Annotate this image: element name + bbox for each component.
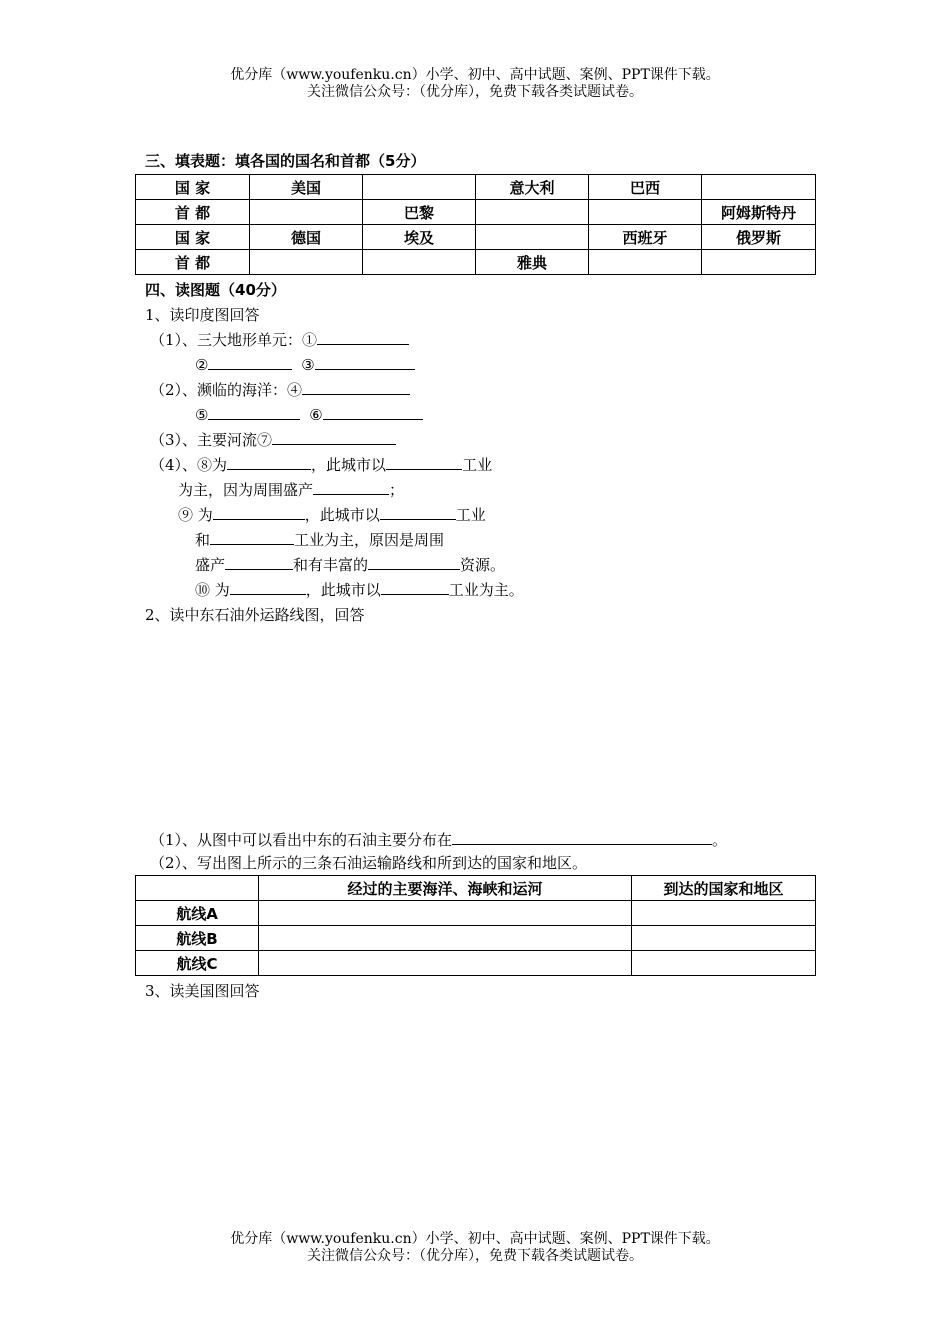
- answer-blank[interactable]: [323, 405, 423, 420]
- table-cell: 意大利: [476, 175, 589, 200]
- table-cell[interactable]: [589, 250, 702, 275]
- q1-line: [195, 580, 524, 600]
- q1-title: 1、读印度图回答: [145, 306, 260, 324]
- q1-line: [195, 555, 505, 575]
- table-cell: 国 家: [136, 175, 250, 200]
- table-cell: 巴黎: [363, 200, 476, 225]
- q1-line: [195, 355, 415, 375]
- table-cell[interactable]: [250, 200, 363, 225]
- answer-blank[interactable]: [315, 355, 415, 370]
- table-cell: 巴西: [589, 175, 702, 200]
- question-text: ⑥: [309, 406, 323, 424]
- footer-line-2: 关注微信公众号：（优分库），免费下载各类试题试卷。: [307, 1248, 643, 1264]
- table-row: [136, 951, 816, 976]
- table-row: [136, 901, 816, 926]
- route-label: 航线B: [136, 926, 259, 951]
- table-cell: 俄罗斯: [702, 225, 816, 250]
- answer-blank[interactable]: [213, 505, 305, 520]
- question-text: 工业为主，原因是周围: [294, 531, 445, 549]
- q1-line: [150, 380, 410, 400]
- section4-title: 四、读图题（40分）: [145, 281, 286, 299]
- q3-title: 3、读美国图回答: [145, 982, 260, 1000]
- table-header: 经过的主要海洋、海峡和运河: [259, 876, 632, 901]
- question-text: ⑨ 为: [178, 506, 213, 524]
- page-header: [0, 67, 950, 101]
- q2-title: 2、读中东石油外运路线图，回答: [145, 606, 365, 624]
- question-text: （4）、⑧为: [150, 456, 228, 474]
- q1-line: [150, 430, 396, 450]
- answer-cell[interactable]: [259, 901, 632, 926]
- question-text: 工业: [462, 456, 493, 474]
- table-cell[interactable]: [702, 250, 816, 275]
- question-text: （1）、从图中可以看出中东的石油主要分布在: [150, 831, 453, 849]
- answer-blank[interactable]: [210, 530, 294, 545]
- answer-blank[interactable]: [272, 430, 396, 445]
- oil-route-table: [135, 875, 816, 976]
- table-cell: 美国: [250, 175, 363, 200]
- q1-line: [150, 330, 409, 350]
- table-row: [136, 250, 816, 275]
- answer-blank[interactable]: [227, 455, 311, 470]
- table-cell: 国 家: [136, 225, 250, 250]
- table-cell[interactable]: [363, 250, 476, 275]
- question-text: ⑩ 为: [195, 581, 230, 599]
- question-text: ③: [301, 356, 315, 374]
- answer-blank[interactable]: [313, 480, 389, 495]
- table-row: [136, 225, 816, 250]
- table-cell: 埃及: [363, 225, 476, 250]
- page-footer: [0, 1231, 950, 1265]
- question-text: ，此城市以: [311, 456, 387, 474]
- header-line-1: 优分库（www.youfenku.cn）小学、初中、高中试题、案例、PPT课件下载。: [230, 67, 720, 83]
- footer-line-1: 优分库（www.youfenku.cn）小学、初中、高中试题、案例、PPT课件下载。: [230, 1231, 720, 1247]
- table-row: [136, 175, 816, 200]
- question-text: 工业: [455, 506, 486, 524]
- table-row: [136, 926, 816, 951]
- header-line-2: 关注微信公众号：（优分库），免费下载各类试题试卷。: [307, 84, 643, 100]
- route-label: 航线C: [136, 951, 259, 976]
- q1-line: [195, 405, 423, 425]
- answer-blank[interactable]: [225, 555, 293, 570]
- answer-blank[interactable]: [208, 355, 292, 370]
- q1-line: [178, 505, 486, 525]
- question-text: ②: [195, 356, 209, 374]
- table-cell[interactable]: [702, 175, 816, 200]
- table-cell[interactable]: [476, 225, 589, 250]
- answer-cell[interactable]: [259, 951, 632, 976]
- section3-title: 三、填表题：填各国的国名和首都（5分）: [145, 152, 426, 170]
- table-cell: 首 都: [136, 200, 250, 225]
- answer-blank[interactable]: [302, 380, 410, 395]
- answer-cell[interactable]: [632, 926, 816, 951]
- question-text: 为主，因为周围盛产: [178, 481, 314, 499]
- table-cell: 雅典: [476, 250, 589, 275]
- answer-blank[interactable]: [381, 580, 449, 595]
- table-cell: 首 都: [136, 250, 250, 275]
- question-text: 工业为主。: [448, 581, 524, 599]
- table-row: [136, 200, 816, 225]
- table-header: [136, 876, 259, 901]
- question-text: 和: [195, 531, 211, 549]
- table-cell: 西班牙: [589, 225, 702, 250]
- answer-blank[interactable]: [452, 830, 712, 845]
- question-text: （2）、濒临的海洋：④: [150, 381, 303, 399]
- answer-cell[interactable]: [632, 951, 816, 976]
- answer-blank[interactable]: [368, 555, 460, 570]
- question-text: 。: [712, 831, 728, 849]
- table-cell: 阿姆斯特丹: [702, 200, 816, 225]
- route-label: 航线A: [136, 901, 259, 926]
- question-text: ；: [389, 481, 405, 499]
- answer-blank[interactable]: [317, 330, 409, 345]
- question-text: 盛产: [195, 556, 226, 574]
- question-text: （1）、三大地形单元：①: [150, 331, 318, 349]
- table-cell: 德国: [250, 225, 363, 250]
- question-text: ，此城市以: [304, 506, 380, 524]
- table-cell[interactable]: [363, 175, 476, 200]
- table-cell[interactable]: [589, 200, 702, 225]
- table-cell[interactable]: [476, 200, 589, 225]
- question-text: （3）、主要河流⑦: [150, 431, 273, 449]
- question-text: ⑤: [195, 406, 209, 424]
- table-header-row: [136, 876, 816, 901]
- q1-line: [195, 530, 444, 550]
- question-text: ，此城市以: [305, 581, 381, 599]
- table-header: 到达的国家和地区: [632, 876, 816, 901]
- answer-blank[interactable]: [230, 580, 306, 595]
- table-cell[interactable]: [250, 250, 363, 275]
- answer-cell[interactable]: [632, 901, 816, 926]
- answer-blank[interactable]: [208, 405, 300, 420]
- q2-line: （2）、写出图上所示的三条石油运输路线和所到达的国家和地区。: [150, 854, 588, 872]
- q1-line: [150, 455, 492, 475]
- question-text: 资源。: [460, 556, 506, 574]
- country-capital-table: [135, 174, 816, 275]
- q1-line: [178, 480, 404, 500]
- question-text: 和有丰富的: [293, 556, 369, 574]
- answer-blank[interactable]: [380, 505, 456, 520]
- answer-cell[interactable]: [259, 926, 632, 951]
- answer-blank[interactable]: [386, 455, 462, 470]
- q2-line: [150, 830, 727, 850]
